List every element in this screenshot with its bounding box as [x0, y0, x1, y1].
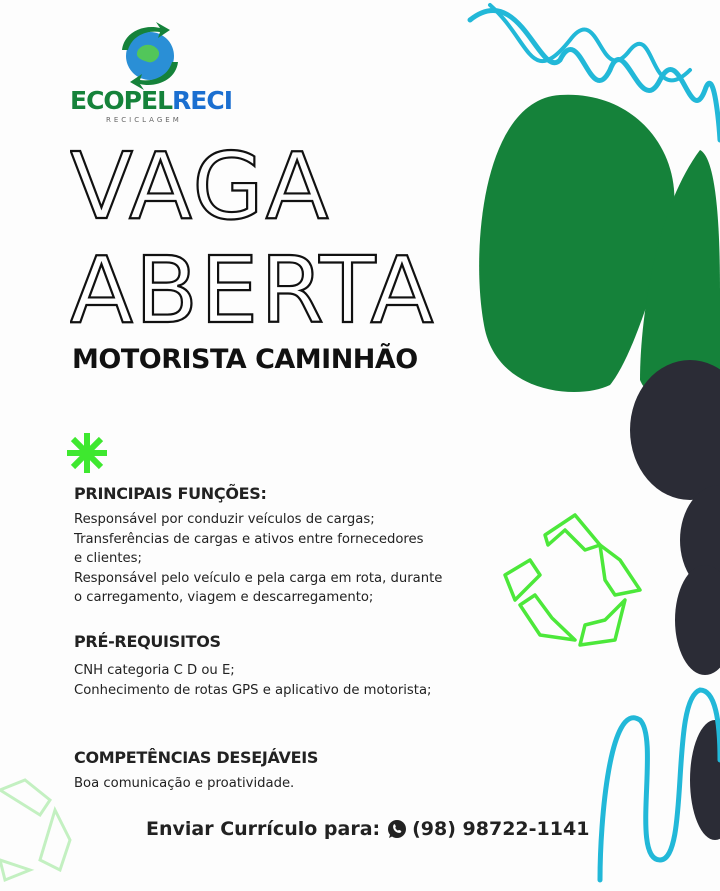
contact-phone[interactable]: (98) 98722-1141 — [412, 818, 590, 840]
requirements-title: PRÉ-REQUISITOS — [74, 632, 221, 651]
contact-line — [146, 818, 589, 840]
globe-recycle-icon — [114, 20, 186, 92]
functions-text: Responsável por conduzir veículos de cargas; Transferências de cargas e ativos entre fornecedores e clientes; Responsável pelo veículo e pela carga em rota, durante o carregamento, viagem e descarregamento; — [74, 512, 443, 605]
skills-title: COMPETÊNCIAS DESEJÁVEIS — [74, 748, 319, 767]
recycle-icon-faint — [0, 780, 70, 880]
headline-line1: VAGA — [70, 140, 331, 240]
brand-tagline: RECICLAGEM — [106, 116, 182, 124]
skills-text: Boa comunicação e proatividade. — [74, 776, 295, 791]
brand-name: ECOPELRECI — [70, 86, 232, 115]
job-title: MOTORISTA CAMINHÃO — [72, 344, 418, 375]
headline-line2: ABERTA — [70, 237, 436, 340]
headline — [70, 140, 530, 340]
functions-title: PRINCIPAIS FUNÇÕES: — [74, 484, 267, 503]
dark-stone-2 — [675, 565, 720, 675]
recycle-icon — [505, 515, 640, 645]
contact-label: Enviar Currículo para: — [146, 818, 381, 840]
asterisk-icon — [64, 430, 110, 476]
requirements-text: CNH categoria C D ou E; Conhecimento de rotas GPS e aplicativo de motorista; — [74, 663, 432, 698]
whatsapp-icon — [386, 818, 408, 840]
